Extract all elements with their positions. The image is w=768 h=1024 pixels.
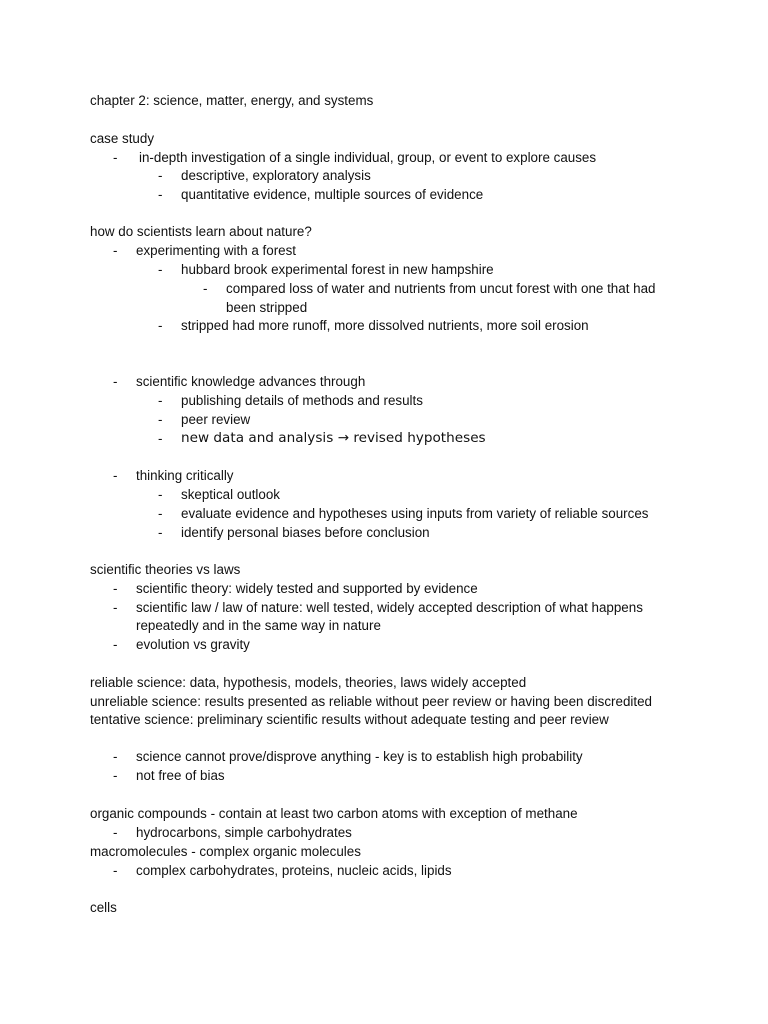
bullet-dash: -: [113, 374, 118, 389]
bullet-dash: -: [113, 150, 118, 165]
bullet-dash: -: [113, 749, 118, 764]
list-item: quantitative evidence, multiple sources of evidence: [181, 187, 484, 202]
bullet-dash: -: [203, 281, 208, 296]
section-heading: macromolecules - complex organic molecules: [90, 844, 361, 859]
paragraph-line: tentative science: preliminary scientific results without adequate testing and peer review: [90, 712, 609, 727]
bullet-dash: -: [113, 243, 118, 258]
bullet-dash: -: [158, 431, 163, 446]
list-item: complex carbohydrates, proteins, nucleic acids, lipids: [136, 863, 452, 878]
list-item: evaluate evidence and hypotheses using inputs from variety of reliable sources: [181, 506, 649, 521]
bullet-dash: -: [113, 468, 118, 483]
list-item: scientific law / law of nature: well tested, widely accepted description of what happens: [136, 600, 643, 615]
bullet-dash: -: [113, 863, 118, 878]
section-heading: scientific theories vs laws: [90, 562, 241, 577]
list-item-continuation: repeatedly and in the same way in nature: [136, 618, 381, 633]
list-item: evolution vs gravity: [136, 637, 250, 652]
bullet-dash: -: [158, 393, 163, 408]
list-item: peer review: [181, 412, 251, 427]
list-item: experimenting with a forest: [136, 243, 297, 258]
list-item: publishing details of methods and results: [181, 393, 423, 408]
bullet-dash: -: [158, 168, 163, 183]
bullet-dash: -: [158, 506, 163, 521]
bullet-dash: -: [113, 581, 118, 596]
list-item: descriptive, exploratory analysis: [181, 168, 371, 183]
list-item: identify personal biases before conclusion: [181, 525, 430, 540]
bullet-dash: -: [158, 487, 163, 502]
list-item-continuation: been stripped: [226, 300, 308, 315]
bullet-dash: -: [158, 412, 163, 427]
list-item: stripped had more runoff, more dissolved nutrients, more soil erosion: [181, 318, 589, 333]
page-title: chapter 2: science, matter, energy, and systems: [90, 93, 374, 108]
list-item: in-depth investigation of a single individual, group, or event to explore causes: [139, 150, 597, 165]
list-item: compared loss of water and nutrients from uncut forest with one that had: [226, 281, 656, 296]
bullet-dash: -: [158, 525, 163, 540]
list-item: hydrocarbons, simple carbohydrates: [136, 825, 352, 840]
list-item: thinking critically: [136, 468, 234, 483]
list-item: scientific theory: widely tested and supported by evidence: [136, 581, 478, 596]
paragraph-line: unreliable science: results presented as reliable without peer review or having been discredited: [90, 694, 652, 709]
list-item: scientific knowledge advances through: [136, 374, 366, 389]
list-item: new data and analysis → revised hypotheses: [181, 430, 486, 446]
paragraph-line: reliable science: data, hypothesis, models, theories, laws widely accepted: [90, 675, 527, 690]
bullet-dash: -: [113, 768, 118, 783]
list-item: not free of bias: [136, 768, 225, 783]
bullet-dash: -: [158, 262, 163, 277]
list-item: skeptical outlook: [181, 487, 280, 502]
bullet-dash: -: [113, 825, 118, 840]
section-heading: organic compounds - contain at least two carbon atoms with exception of methane: [90, 806, 578, 821]
section-heading: cells: [90, 900, 117, 915]
section-heading: how do scientists learn about nature?: [90, 224, 312, 239]
list-item: hubbard brook experimental forest in new hampshire: [181, 262, 494, 277]
bullet-dash: -: [113, 600, 118, 615]
bullet-dash: -: [158, 187, 163, 202]
section-heading: case study: [90, 131, 155, 146]
bullet-dash: -: [158, 318, 163, 333]
bullet-dash: -: [113, 637, 118, 652]
list-item: science cannot prove/disprove anything - key is to establish high probability: [136, 749, 583, 764]
